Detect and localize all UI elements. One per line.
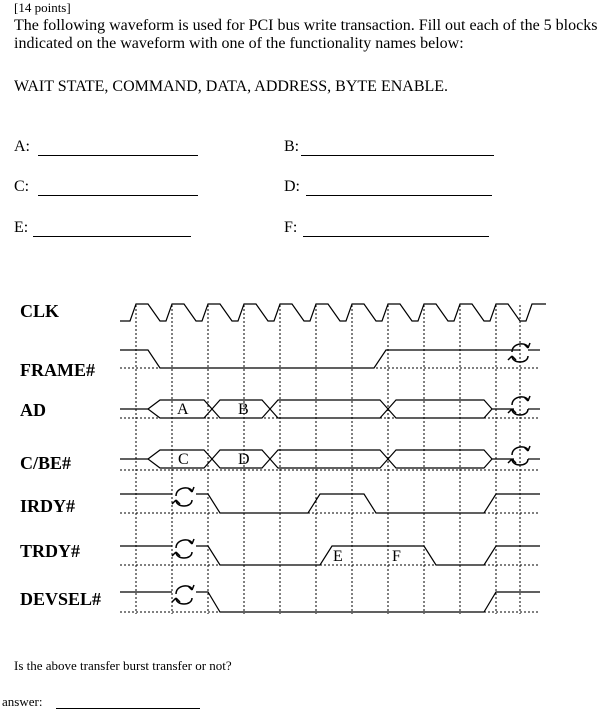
signal-label-irdy: IRDY# [20, 496, 76, 516]
functionality-names: WAIT STATE, COMMAND, DATA, ADDRESS, BYTE ENABLE. [14, 78, 449, 95]
signal-label-frame: FRAME# [20, 360, 95, 380]
signal-label-trdy: TRDY# [20, 541, 81, 561]
waveform-label-c: C [178, 451, 189, 468]
signal-label-devsel: DEVSEL# [20, 589, 102, 609]
turnaround-icon [172, 585, 194, 604]
signal-label-ad: AD [20, 400, 46, 420]
blank-label-e: E: [14, 219, 29, 236]
points-label: [14 points] [14, 0, 71, 15]
blank-label-f: F: [284, 219, 298, 236]
turnaround-icon [508, 396, 530, 415]
turnaround-icon [508, 343, 530, 362]
clock-gridlines [136, 305, 520, 614]
waveform-label-d: D [238, 451, 250, 468]
blank-label-c: C: [14, 178, 30, 195]
turnaround-icon [172, 487, 194, 506]
waveform-label-e: E [333, 548, 343, 565]
blank-label-b: B: [284, 138, 300, 155]
blank-label-a: A: [14, 138, 30, 155]
waveform-label-b: B [238, 401, 249, 418]
turnaround-icon [172, 539, 194, 558]
turnaround-icon [508, 446, 530, 465]
answer-blank-line[interactable] [56, 708, 200, 709]
signal-label-clk: CLK [20, 301, 60, 321]
answer-label: answer: [2, 694, 43, 709]
waveform-label-a: A [177, 401, 189, 418]
instructions-text: The following waveform is used for PCI bus write transaction. Fill out each of the 5 blocks indicated on the waveform with one of the functionality names below: [14, 17, 598, 52]
clk-waveform [120, 304, 546, 321]
waveform-label-f: F [392, 548, 401, 565]
signal-label-cbe: C/BE# [20, 453, 72, 473]
blank-label-d: D: [284, 178, 300, 195]
burst-question: Is the above transfer burst transfer or not? [14, 658, 232, 673]
